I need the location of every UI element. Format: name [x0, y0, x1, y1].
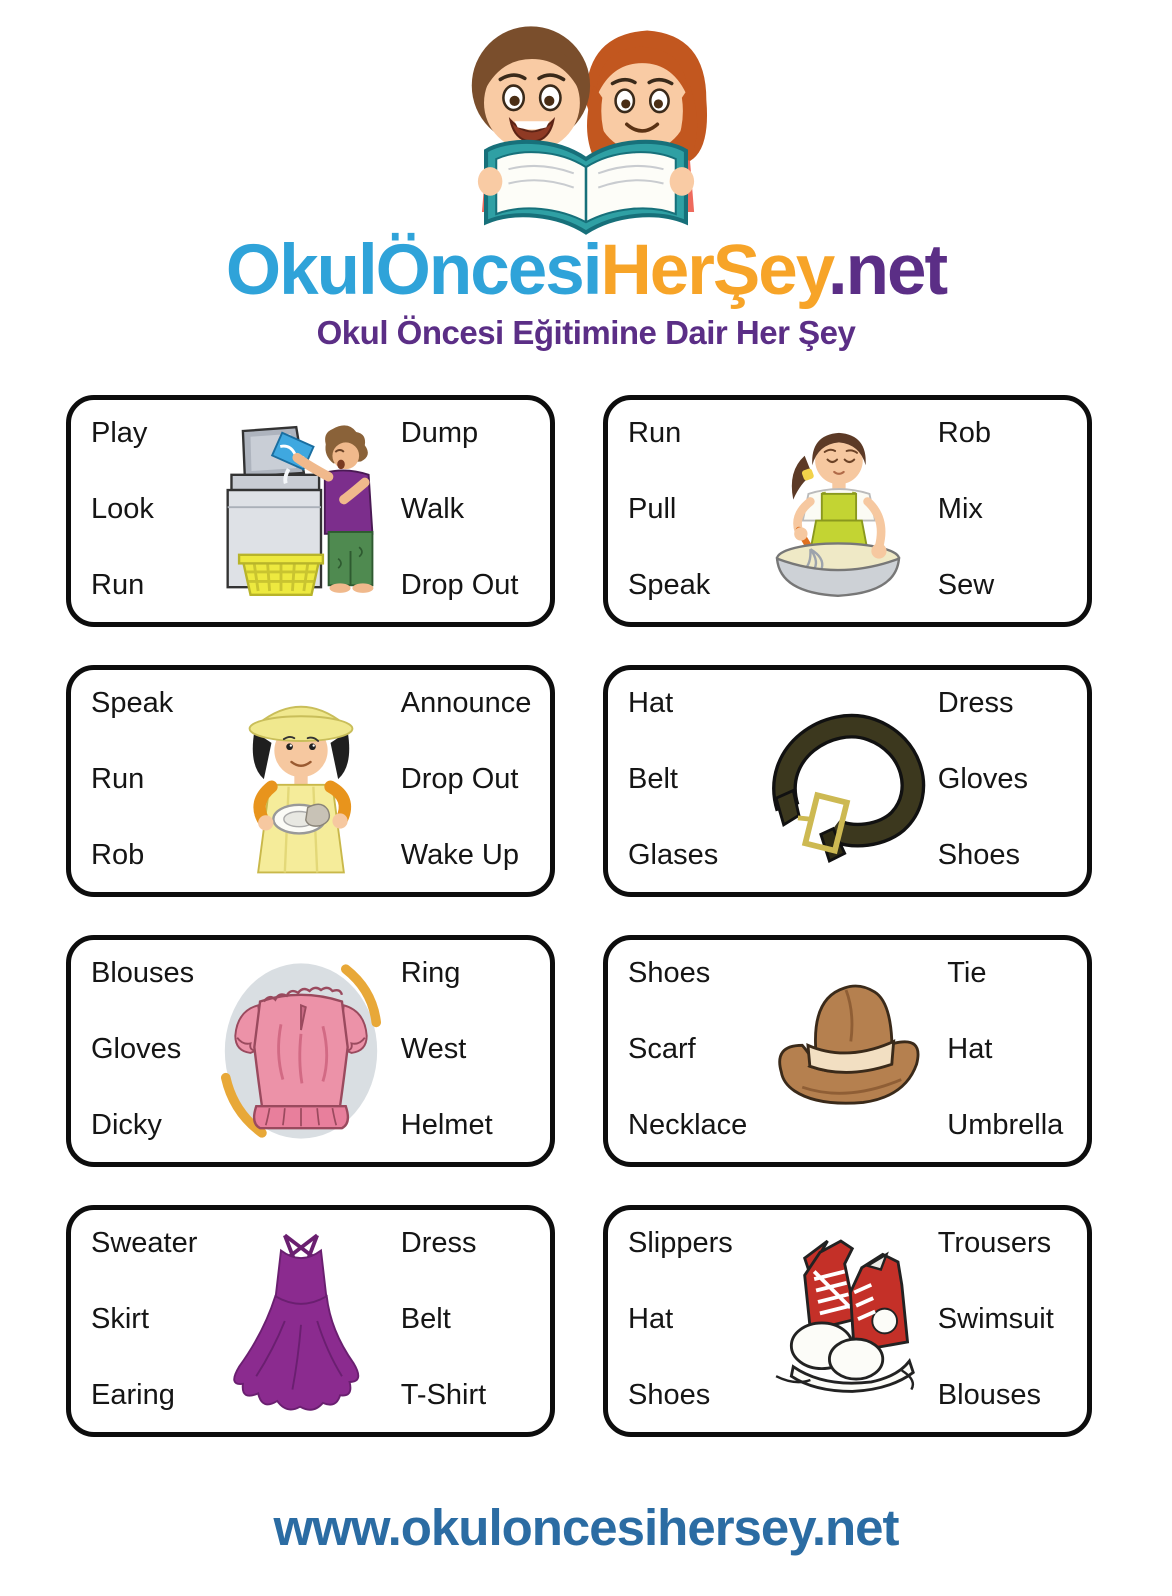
word-label: Necklace [628, 1108, 748, 1141]
word-label: Swimsuit [937, 1302, 1054, 1335]
word-label: Run [91, 762, 145, 795]
word-label: Dicky [91, 1108, 162, 1141]
left-word-list [628, 950, 747, 1152]
word-label: Look [91, 492, 154, 525]
word-label: Slippers [628, 1227, 733, 1259]
brand-part-orange: HerŞey [600, 231, 828, 310]
brand-title [0, 230, 1172, 311]
word-label: Run [628, 417, 682, 449]
word-label: Earing [91, 1378, 175, 1411]
word-label: Trousers [937, 1227, 1052, 1259]
word-label: Glases [628, 838, 719, 871]
word-card [66, 665, 555, 897]
word-label: Belt [400, 1302, 451, 1335]
right-word-list [938, 410, 1071, 612]
word-card [603, 1205, 1092, 1437]
word-label: Wake Up [400, 838, 519, 871]
word-label: Speak [91, 687, 174, 719]
sneakers-image [738, 1219, 938, 1423]
cards-grid [66, 395, 1092, 1437]
right-word-list [938, 1220, 1071, 1422]
left-word-list [91, 950, 201, 1152]
word-label: Skirt [91, 1302, 149, 1335]
word-label: Hat [628, 687, 674, 719]
right-word-list [401, 680, 534, 882]
word-card [66, 1205, 555, 1437]
word-label: Umbrella [947, 1108, 1064, 1141]
left-word-list [91, 680, 201, 882]
word-label: Walk [400, 492, 465, 525]
left-word-list [628, 1220, 738, 1422]
word-label: Blouses [937, 1378, 1041, 1411]
word-label: Ring [400, 957, 461, 989]
word-label: Hat [628, 1302, 674, 1335]
word-label: Rob [937, 417, 991, 449]
right-word-list [401, 1220, 534, 1422]
word-label: Tie [947, 957, 987, 989]
word-label: Gloves [91, 1032, 182, 1065]
left-word-list [91, 1220, 201, 1422]
word-label: Shoes [937, 838, 1021, 871]
word-label: Blouses [91, 957, 195, 989]
word-card [603, 665, 1092, 897]
word-label: Drop Out [400, 568, 519, 601]
word-label: Rob [91, 838, 145, 871]
word-label: Speak [628, 568, 711, 601]
word-label: Belt [628, 762, 678, 795]
mixing-scene [738, 409, 938, 613]
left-word-list [628, 410, 738, 612]
word-label: Gloves [937, 762, 1029, 795]
belt-image [738, 679, 938, 883]
word-label: T-Shirt [400, 1378, 487, 1411]
cowboy-hat-image [747, 949, 947, 1153]
word-label: Pull [628, 492, 677, 525]
right-word-list [401, 410, 534, 612]
word-label: Dress [937, 687, 1014, 719]
word-label: Hat [947, 1032, 993, 1065]
left-word-list [628, 680, 738, 882]
two-children-reading-book-image [433, 6, 739, 232]
brand-part-blue: OkulÖncesi [225, 231, 601, 310]
word-label: Mix [937, 492, 983, 525]
washing-scene [201, 409, 401, 613]
brand-subtitle: Okul Öncesi Eğitimine Dair Her Şey [316, 314, 856, 351]
word-label: Sweater [91, 1227, 198, 1259]
word-label: Helmet [400, 1108, 493, 1141]
dress-image [201, 1219, 401, 1423]
word-label: Shoes [628, 1378, 711, 1411]
word-label: Dress [400, 1227, 477, 1259]
blouse-image [201, 949, 401, 1153]
right-word-list [401, 950, 534, 1152]
word-card [66, 935, 555, 1167]
left-word-list [91, 410, 201, 612]
word-card [66, 395, 555, 627]
word-card [603, 935, 1092, 1167]
right-word-list [938, 680, 1071, 882]
word-label: Announce [400, 687, 532, 719]
word-label: Drop Out [400, 762, 519, 795]
word-label: Run [91, 568, 145, 601]
word-label: Shoes [628, 957, 711, 989]
word-label: Scarf [628, 1032, 696, 1065]
word-label: Dump [400, 417, 479, 449]
word-card [603, 395, 1092, 627]
brand-part-purple: .net [827, 231, 947, 310]
footer-url: www.okuloncesihersey.net [273, 1499, 899, 1556]
drying-scene [201, 679, 401, 883]
word-label: Sew [937, 568, 995, 601]
right-word-list [947, 950, 1071, 1152]
word-label: Play [91, 417, 148, 449]
word-label: West [400, 1032, 467, 1065]
